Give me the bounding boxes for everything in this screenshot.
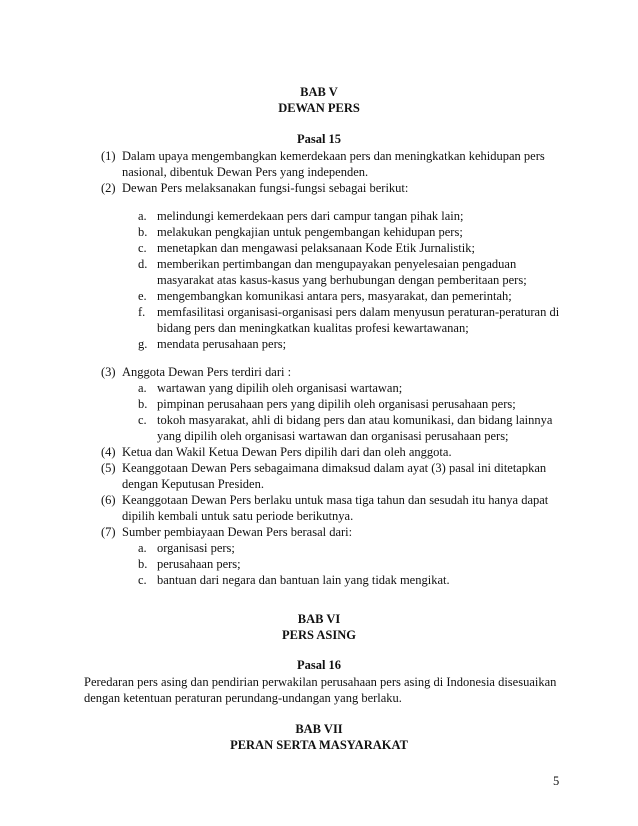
bab6-title: PERS ASING <box>282 628 356 642</box>
ayat-text: Dewan Pers melaksanakan fungsi-fungsi sebagai berikut: <box>122 181 409 195</box>
ayat-text: dipilih kembali untuk satu periode berikutnya. <box>122 509 354 523</box>
page-number: 5 <box>553 774 560 788</box>
ayat-number: (6) <box>101 493 116 507</box>
pasal-text: Peredaran pers asing dan pendirian perwakilan perusahaan pers asing di Indonesia disesuaikan <box>84 675 557 689</box>
ayat-number: (7) <box>101 525 116 539</box>
ayat-number: (2) <box>101 181 116 195</box>
list-item: memberikan pertimbangan dan mengupayakan penyelesaian pengaduan <box>157 257 517 271</box>
ayat-text: Sumber pembiayaan Dewan Pers berasal dari: <box>122 525 353 539</box>
bab6-heading: BAB VI <box>297 612 341 626</box>
list-item: organisasi pers; <box>157 541 235 555</box>
list-letter: c. <box>138 413 147 427</box>
list-item: bidang pers dan meningkatkan kualitas profesi kewartawanan; <box>157 321 469 335</box>
ayat-text: Keanggotaan Dewan Pers berlaku untuk masa tiga tahun dan sesudah itu hanya dapat <box>122 493 549 507</box>
ayat-number: (4) <box>101 445 116 459</box>
list-letter: c. <box>138 241 147 255</box>
ayat-text: Keanggotaan Dewan Pers sebagaimana dimaksud dalam ayat (3) pasal ini ditetapkan <box>122 461 547 475</box>
list-letter: a. <box>138 381 147 395</box>
list-letter: f. <box>138 305 146 319</box>
list-letter: c. <box>138 573 147 587</box>
list-letter: a. <box>138 541 147 555</box>
ayat-text: nasional, dibentuk Dewan Pers yang independen. <box>122 165 369 179</box>
list-letter: b. <box>138 397 148 411</box>
ayat-number: (1) <box>101 149 116 163</box>
list-item: perusahaan pers; <box>157 557 241 571</box>
list-item: wartawan yang dipilih oleh organisasi wartawan; <box>157 381 403 395</box>
list-item: bantuan dari negara dan bantuan lain yang tidak mengikat. <box>157 573 450 587</box>
list-item: mengembangkan komunikasi antara pers, masyarakat, dan pemerintah; <box>157 289 512 303</box>
bab7-title: PERAN SERTA MASYARAKAT <box>230 738 408 752</box>
list-letter: b. <box>138 225 148 239</box>
list-item: memfasilitasi organisasi-organisasi pers dalam menyusun peraturan-peraturan di <box>157 305 560 319</box>
ayat-text: Anggota Dewan Pers terdiri dari : <box>122 365 292 379</box>
list-item: melindungi kemerdekaan pers dari campur tangan pihak lain; <box>157 209 464 223</box>
pasal15-heading: Pasal 15 <box>296 132 342 146</box>
list-item: mendata perusahaan pers; <box>157 337 287 351</box>
list-item: pimpinan perusahaan pers yang dipilih oleh organisasi perusahaan pers; <box>157 397 516 411</box>
list-item: yang dipilih oleh organisasi wartawan dan organisasi perusahaan pers; <box>157 429 509 443</box>
bab5-heading: BAB V <box>300 85 338 99</box>
ayat-number: (5) <box>101 461 116 475</box>
list-letter: b. <box>138 557 148 571</box>
list-letter: e. <box>138 289 147 303</box>
bab5-title: DEWAN PERS <box>278 101 360 115</box>
pasal-text: dengan ketentuan peraturan perundang-undangan yang berlaku. <box>84 691 402 705</box>
list-item: melakukan pengkajian untuk pengembangan kehidupan pers; <box>157 225 463 239</box>
list-letter: a. <box>138 209 147 223</box>
list-item: menetapkan dan mengawasi pelaksanaan Kode Etik Jurnalistik; <box>157 241 475 255</box>
list-item: masyarakat atas kasus-kasus yang berhubungan dengan pemberitaan pers; <box>157 273 527 287</box>
pasal16-heading: Pasal 16 <box>296 658 342 672</box>
ayat-text: dengan Keputusan Presiden. <box>122 477 264 491</box>
list-letter: g. <box>138 337 148 351</box>
ayat-text: Dalam upaya mengembangkan kemerdekaan pers dan meningkatkan kehidupan pers <box>122 149 545 163</box>
ayat-number: (3) <box>101 365 116 379</box>
ayat-text: Ketua dan Wakil Ketua Dewan Pers dipilih dari dan oleh anggota. <box>122 445 452 459</box>
list-letter: d. <box>138 257 148 271</box>
list-item: tokoh masyarakat, ahli di bidang pers dan atau komunikasi, dan bidang lainnya <box>157 413 553 427</box>
bab7-heading: BAB VII <box>295 722 343 736</box>
